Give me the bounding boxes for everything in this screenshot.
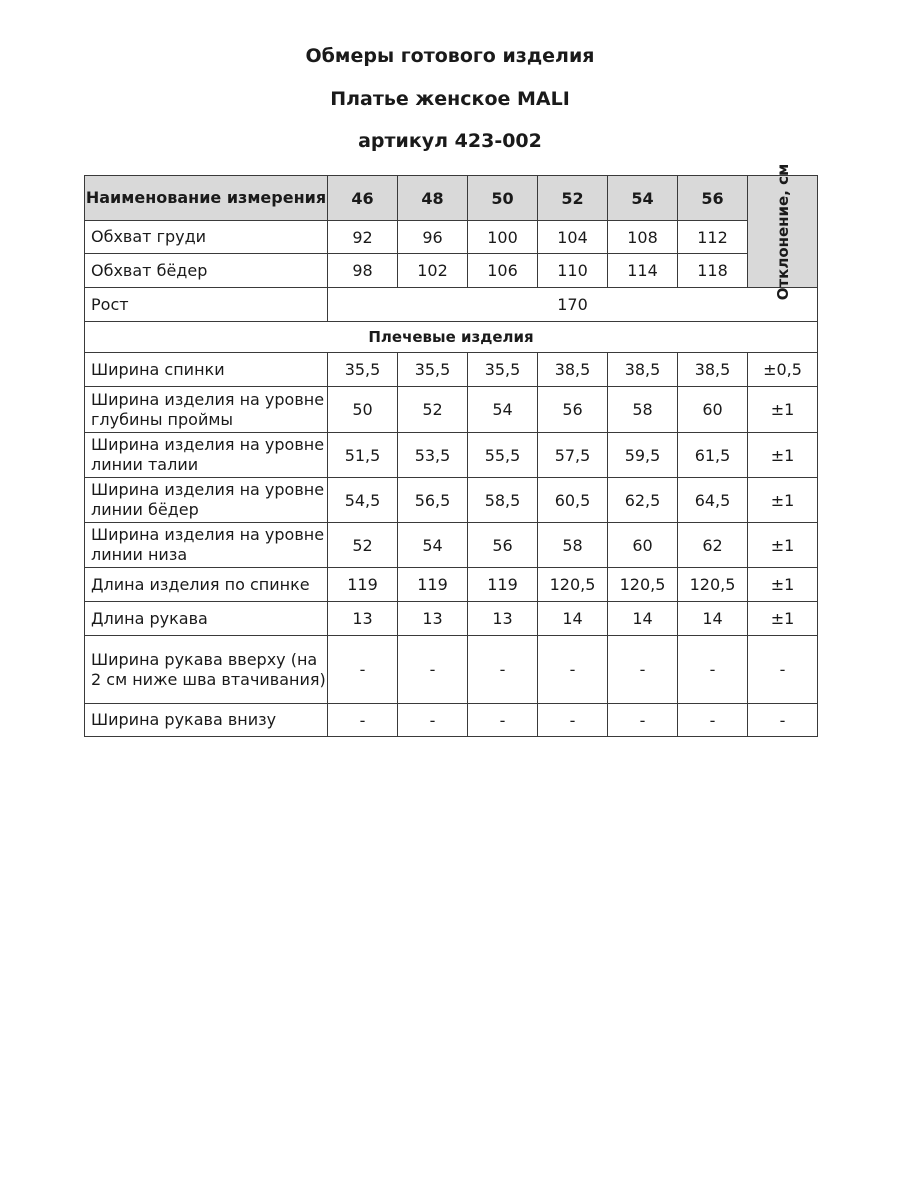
measurement-value: 54 [398,523,468,568]
measurement-value: 102 [398,254,468,288]
measurement-value: 54 [468,387,538,433]
table-row [85,478,818,523]
measurement-value: 114 [608,254,678,288]
measurement-value: 110 [538,254,608,288]
measurement-value: - [468,636,538,704]
tolerance-value: - [748,636,818,704]
product-name: Платье женское MALI [330,88,570,110]
size-header: 50 [468,176,538,221]
table-row [85,568,818,602]
measurement-name: Ширина изделия на уровне линии бёдер [85,478,328,523]
measurement-value: - [468,704,538,737]
measurement-value: - [328,704,398,737]
section-title: Плечевые изделия [85,322,818,353]
measurement-value: 54,5 [328,478,398,523]
measurement-value: 119 [468,568,538,602]
document-title: Обмеры готового изделия [305,45,595,67]
table-header-row [85,176,818,221]
measurement-value: 52 [328,523,398,568]
measurement-value: 119 [328,568,398,602]
measurement-value: 14 [538,602,608,636]
measurement-value: 92 [328,221,398,254]
size-header: 54 [608,176,678,221]
measurement-name: Обхват груди [85,221,328,254]
table-row [85,221,818,254]
measurement-value: 55,5 [468,433,538,478]
measurement-value: 35,5 [468,353,538,387]
measurement-name: Ширина изделия на уровне линии талии [85,433,328,478]
measurement-value: - [608,636,678,704]
measurement-value: 35,5 [328,353,398,387]
table-row-height [85,288,818,322]
table-row [85,433,818,478]
measurement-value: 56 [468,523,538,568]
measurement-value: 56 [538,387,608,433]
measurement-value: 14 [678,602,748,636]
measurement-value: 100 [468,221,538,254]
deviation-header-label: Отклонение, см [773,163,792,300]
tolerance-value: - [748,704,818,737]
size-header: 48 [398,176,468,221]
measurement-value: - [398,636,468,704]
measurement-value: - [678,704,748,737]
measurement-value: 59,5 [608,433,678,478]
measurement-value: 52 [398,387,468,433]
measurement-name: Длина изделия по спинке [85,568,328,602]
table-row [85,636,818,704]
measurement-value: 106 [468,254,538,288]
measurement-name: Ширина изделия на уровне глубины проймы [85,387,328,433]
measurement-value: 38,5 [538,353,608,387]
tolerance-value: ±1 [748,602,818,636]
measurement-value: 57,5 [538,433,608,478]
section-header-row [85,322,818,353]
measurement-value: 38,5 [678,353,748,387]
article-number: артикул 423-002 [358,130,542,152]
measurement-value: 62 [678,523,748,568]
deviation-column-header [748,163,818,300]
measurement-value: 35,5 [398,353,468,387]
measurement-value: 108 [608,221,678,254]
measurements-table [84,163,818,737]
measurement-value: 50 [328,387,398,433]
measurement-value: 62,5 [608,478,678,523]
measurement-value: 120,5 [538,568,608,602]
measurement-name: Ширина спинки [85,353,328,387]
table-row [85,353,818,387]
table-row [85,387,818,433]
measurement-value: 58 [608,387,678,433]
tolerance-value: ±1 [748,478,818,523]
height-value: 170 [328,288,818,322]
measurement-value: 58 [538,523,608,568]
measurement-name: Ширина рукава вверху (на 2 см ниже шва втачивания) [85,636,328,704]
measurement-value: 118 [678,254,748,288]
tolerance-value: ±0,5 [748,353,818,387]
table-row [85,704,818,737]
name-column-header: Наименование измерения [85,176,328,221]
size-header: 46 [328,176,398,221]
measurement-value: 119 [398,568,468,602]
measurement-value: 38,5 [608,353,678,387]
measurement-value: - [538,636,608,704]
measurement-value: 61,5 [678,433,748,478]
measurement-value: 112 [678,221,748,254]
measurement-value: - [608,704,678,737]
measurement-value: 60 [608,523,678,568]
measurement-name: Длина рукава [85,602,328,636]
measurement-value: - [538,704,608,737]
measurement-value: 60 [678,387,748,433]
measurement-value: 120,5 [678,568,748,602]
measurement-value: - [398,704,468,737]
measurement-value: 13 [468,602,538,636]
size-header: 52 [538,176,608,221]
measurement-value: 120,5 [608,568,678,602]
measurement-name: Ширина изделия на уровне линии низа [85,523,328,568]
measurement-value: 13 [398,602,468,636]
measurement-value: 64,5 [678,478,748,523]
measurement-value: 96 [398,221,468,254]
measurement-value: - [678,636,748,704]
measurement-value: 53,5 [398,433,468,478]
measurement-value: 58,5 [468,478,538,523]
measurement-value: - [328,636,398,704]
measurement-value: 14 [608,602,678,636]
table-row [85,254,818,288]
measurement-name: Рост [85,288,328,322]
measurement-name: Обхват бёдер [85,254,328,288]
measurement-name: Ширина рукава внизу [85,704,328,737]
measurement-value: 60,5 [538,478,608,523]
table-row [85,523,818,568]
measurement-value: 98 [328,254,398,288]
tolerance-value: ±1 [748,387,818,433]
table-row [85,602,818,636]
tolerance-value: ±1 [748,523,818,568]
tolerance-value: ±1 [748,568,818,602]
measurement-value: 51,5 [328,433,398,478]
measurement-value: 13 [328,602,398,636]
measurement-value: 56,5 [398,478,468,523]
size-header: 56 [678,176,748,221]
tolerance-value: ±1 [748,433,818,478]
measurement-value: 104 [538,221,608,254]
